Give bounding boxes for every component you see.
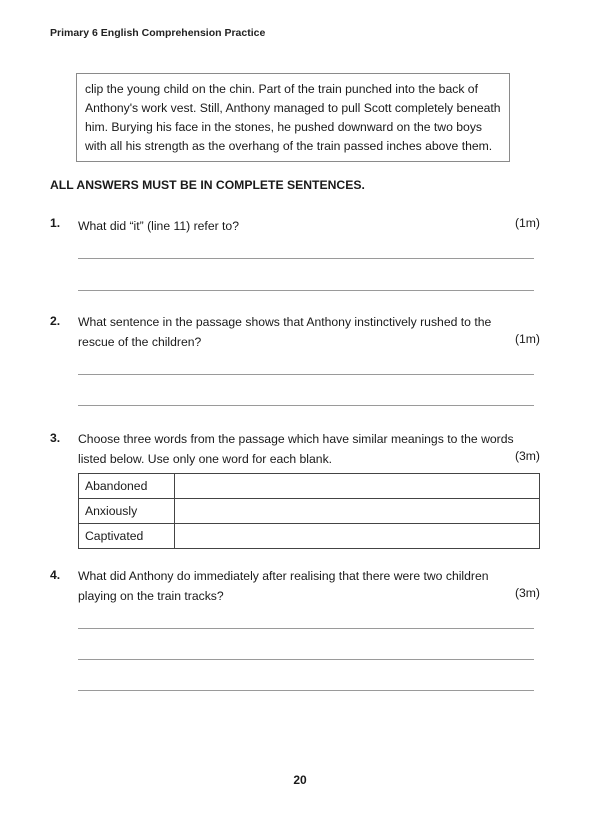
question-1-number: 1. (50, 216, 61, 230)
word-cell: Anxiously (79, 499, 175, 524)
passage-line: Anthony's work vest. Still, Anthony managed to pull Scott completely beneath (85, 101, 501, 115)
page-header: Primary 6 English Comprehension Practice (50, 27, 266, 39)
question-3-text-line: listed below. Use only one word for each blank. (78, 452, 333, 466)
question-4-text (78, 566, 518, 606)
word-cell: Abandoned (79, 474, 175, 499)
question-1-marks: (1m) (514, 216, 540, 230)
question-4-text-line: What did Anthony do immediately after realising that there were two children (78, 569, 489, 583)
question-4-text-line: playing on the train tracks? (78, 589, 224, 603)
question-3-text (78, 429, 518, 469)
answer-line[interactable] (78, 628, 534, 629)
question-3-marks: (3m) (514, 449, 540, 463)
instruction-heading: ALL ANSWERS MUST BE IN COMPLETE SENTENCES. (50, 178, 365, 192)
page-number: 20 (293, 773, 307, 787)
question-2-text-line: What sentence in the passage shows that Anthony instinctively rushed to the (78, 315, 492, 329)
passage-excerpt-box (76, 73, 510, 162)
question-2-text (78, 312, 518, 352)
question-2-number: 2. (50, 314, 61, 328)
table-row (79, 524, 540, 549)
question-1-text: What did “it” (line 11) refer to? (78, 219, 239, 233)
question-3-text-line: Choose three words from the passage which have similar meanings to the words (78, 432, 514, 446)
answer-blank-cell[interactable] (175, 499, 540, 524)
table-row (79, 474, 540, 499)
answer-line[interactable] (78, 290, 534, 291)
answer-blank-cell[interactable] (175, 474, 540, 499)
answer-line[interactable] (78, 690, 534, 691)
answer-blank-cell[interactable] (175, 524, 540, 549)
answer-line[interactable] (78, 405, 534, 406)
answer-line[interactable] (78, 374, 534, 375)
question-4-number: 4. (50, 568, 61, 582)
question-2-marks: (1m) (514, 332, 540, 346)
word-cell: Captivated (79, 524, 175, 549)
answer-line[interactable] (78, 258, 534, 259)
question-4-marks: (3m) (514, 586, 540, 600)
word-match-table (78, 473, 540, 549)
answer-line[interactable] (78, 659, 534, 660)
table-row (79, 499, 540, 524)
passage-line: clip the young child on the chin. Part of the train punched into the back of (85, 82, 478, 96)
question-2-text-line: rescue of the children? (78, 335, 202, 349)
passage-line: with all his strength as the overhang of the train passed inches above them. (85, 139, 493, 153)
question-3-number: 3. (50, 431, 61, 445)
passage-line: him. Burying his face in the stones, he pushed downward on the two boys (85, 120, 483, 134)
